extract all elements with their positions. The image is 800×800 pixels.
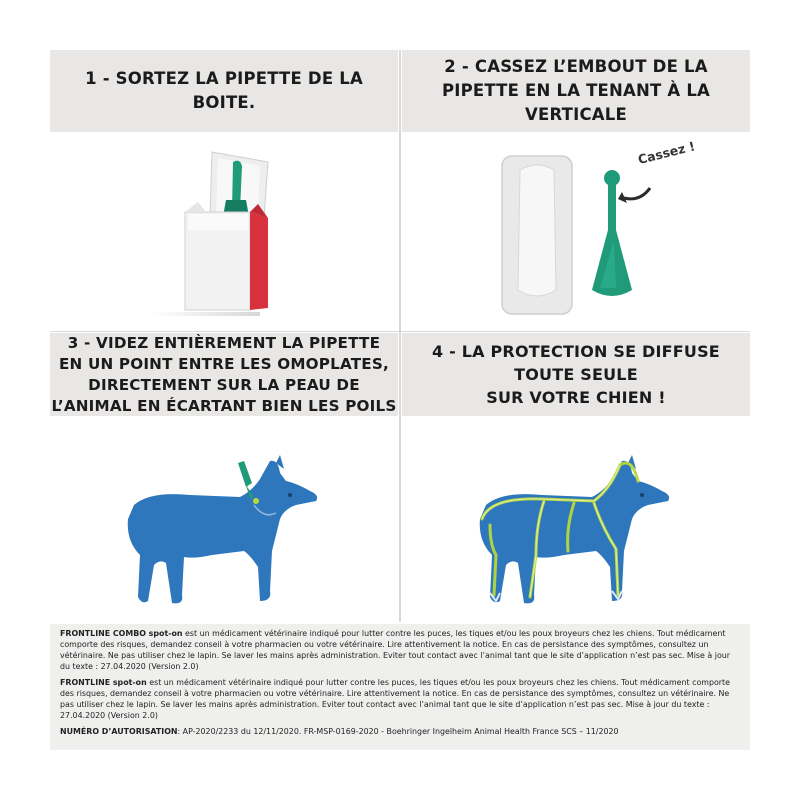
step-4-line: 4 - LA PROTECTION SE DIFFUSE [432, 342, 720, 361]
step-4-line: SUR VOTRE CHIEN ! [486, 388, 666, 407]
break-annotation: Cassez ! [636, 138, 697, 167]
pipette-break-illustration [490, 150, 660, 320]
dog-diffusion-illustration [470, 445, 690, 615]
legal-notice [50, 624, 750, 750]
step-1-line: 1 - SORTEZ LA PIPETTE DE LA [85, 69, 363, 88]
legal-product-name: FRONTLINE spot-on [60, 678, 147, 687]
step-2-line: 2 - CASSEZ L’EMBOUT DE LA [444, 57, 708, 76]
legal-authorization-text: : AP-2020/2233 du 12/11/2020. FR-MSP-0169-2020 - Boehringer Ingelheim Animal Health France SCS – 11/2020 [177, 727, 619, 736]
legal-paragraph-spot-on [60, 677, 740, 721]
horizontal-divider [50, 331, 750, 332]
dog-application-illustration [120, 455, 330, 615]
legal-paragraph-combo [60, 628, 740, 672]
step-4-heading [402, 333, 750, 416]
step-1-heading [50, 50, 398, 132]
step-3-heading [50, 333, 398, 416]
step-2-line: VERTICALE [525, 105, 627, 124]
step-1-line: BOITE. [192, 93, 256, 112]
vertical-divider [399, 50, 401, 622]
step-3-line: 3 - VIDEZ ENTIÈREMENT LA PIPETTE [67, 333, 381, 352]
step-3-line: L’ANIMAL EN ÉCARTANT BIEN LES POILS [51, 396, 397, 415]
step-3-line: DIRECTEMENT SUR LA PEAU DE [88, 375, 360, 394]
pipette-box-illustration [140, 140, 290, 320]
legal-text: est un médicament vétérinaire indiqué pour lutter contre les puces, les tiques et/ou les poux broyeurs chez les chiens. Tout médicament comporte des risques, demandez conseil à votre pharmacien ou votre vétérinaire. Lire attentivement la notice. En cas de persistance des symptômes, consultez un vétérinaire. Ne pas utiliser chez le lapin. Se laver les mains après administration. Eviter tout contact avec l’animal tant que le site d’application n’est pas sec. Mise à jour du texte : 27.04.2020 (Version 2.0) [60, 678, 730, 720]
step-2-line: PIPETTE EN LA TENANT À LA [441, 81, 711, 100]
legal-text: est un médicament vétérinaire indiqué pour lutter contre les puces, les tiques et/ou les poux broyeurs chez les chiens. Tout médicament comporte des risques, demandez conseil à votre pharmacien ou votre vétérinaire. Lire attentivement la notice. En cas de persistance des symptômes, consultez un vétérinaire. Ne pas utiliser chez le lapin. Se laver les mains après administration. Eviter tout contact avec l’animal tant que le site d’application n’est pas sec. Mise à jour du texte : 27.04.2020 (Version 2.0) [60, 629, 731, 671]
legal-authorization-label: NUMÉRO D’AUTORISATION [60, 727, 178, 736]
legal-authorization [60, 726, 740, 737]
step-2-heading [402, 50, 750, 132]
legal-product-name: FRONTLINE COMBO spot-on [60, 629, 183, 638]
step-4-line: TOUTE SEULE [514, 365, 638, 384]
step-3-line: EN UN POINT ENTRE LES OMOPLATES, [58, 354, 389, 373]
